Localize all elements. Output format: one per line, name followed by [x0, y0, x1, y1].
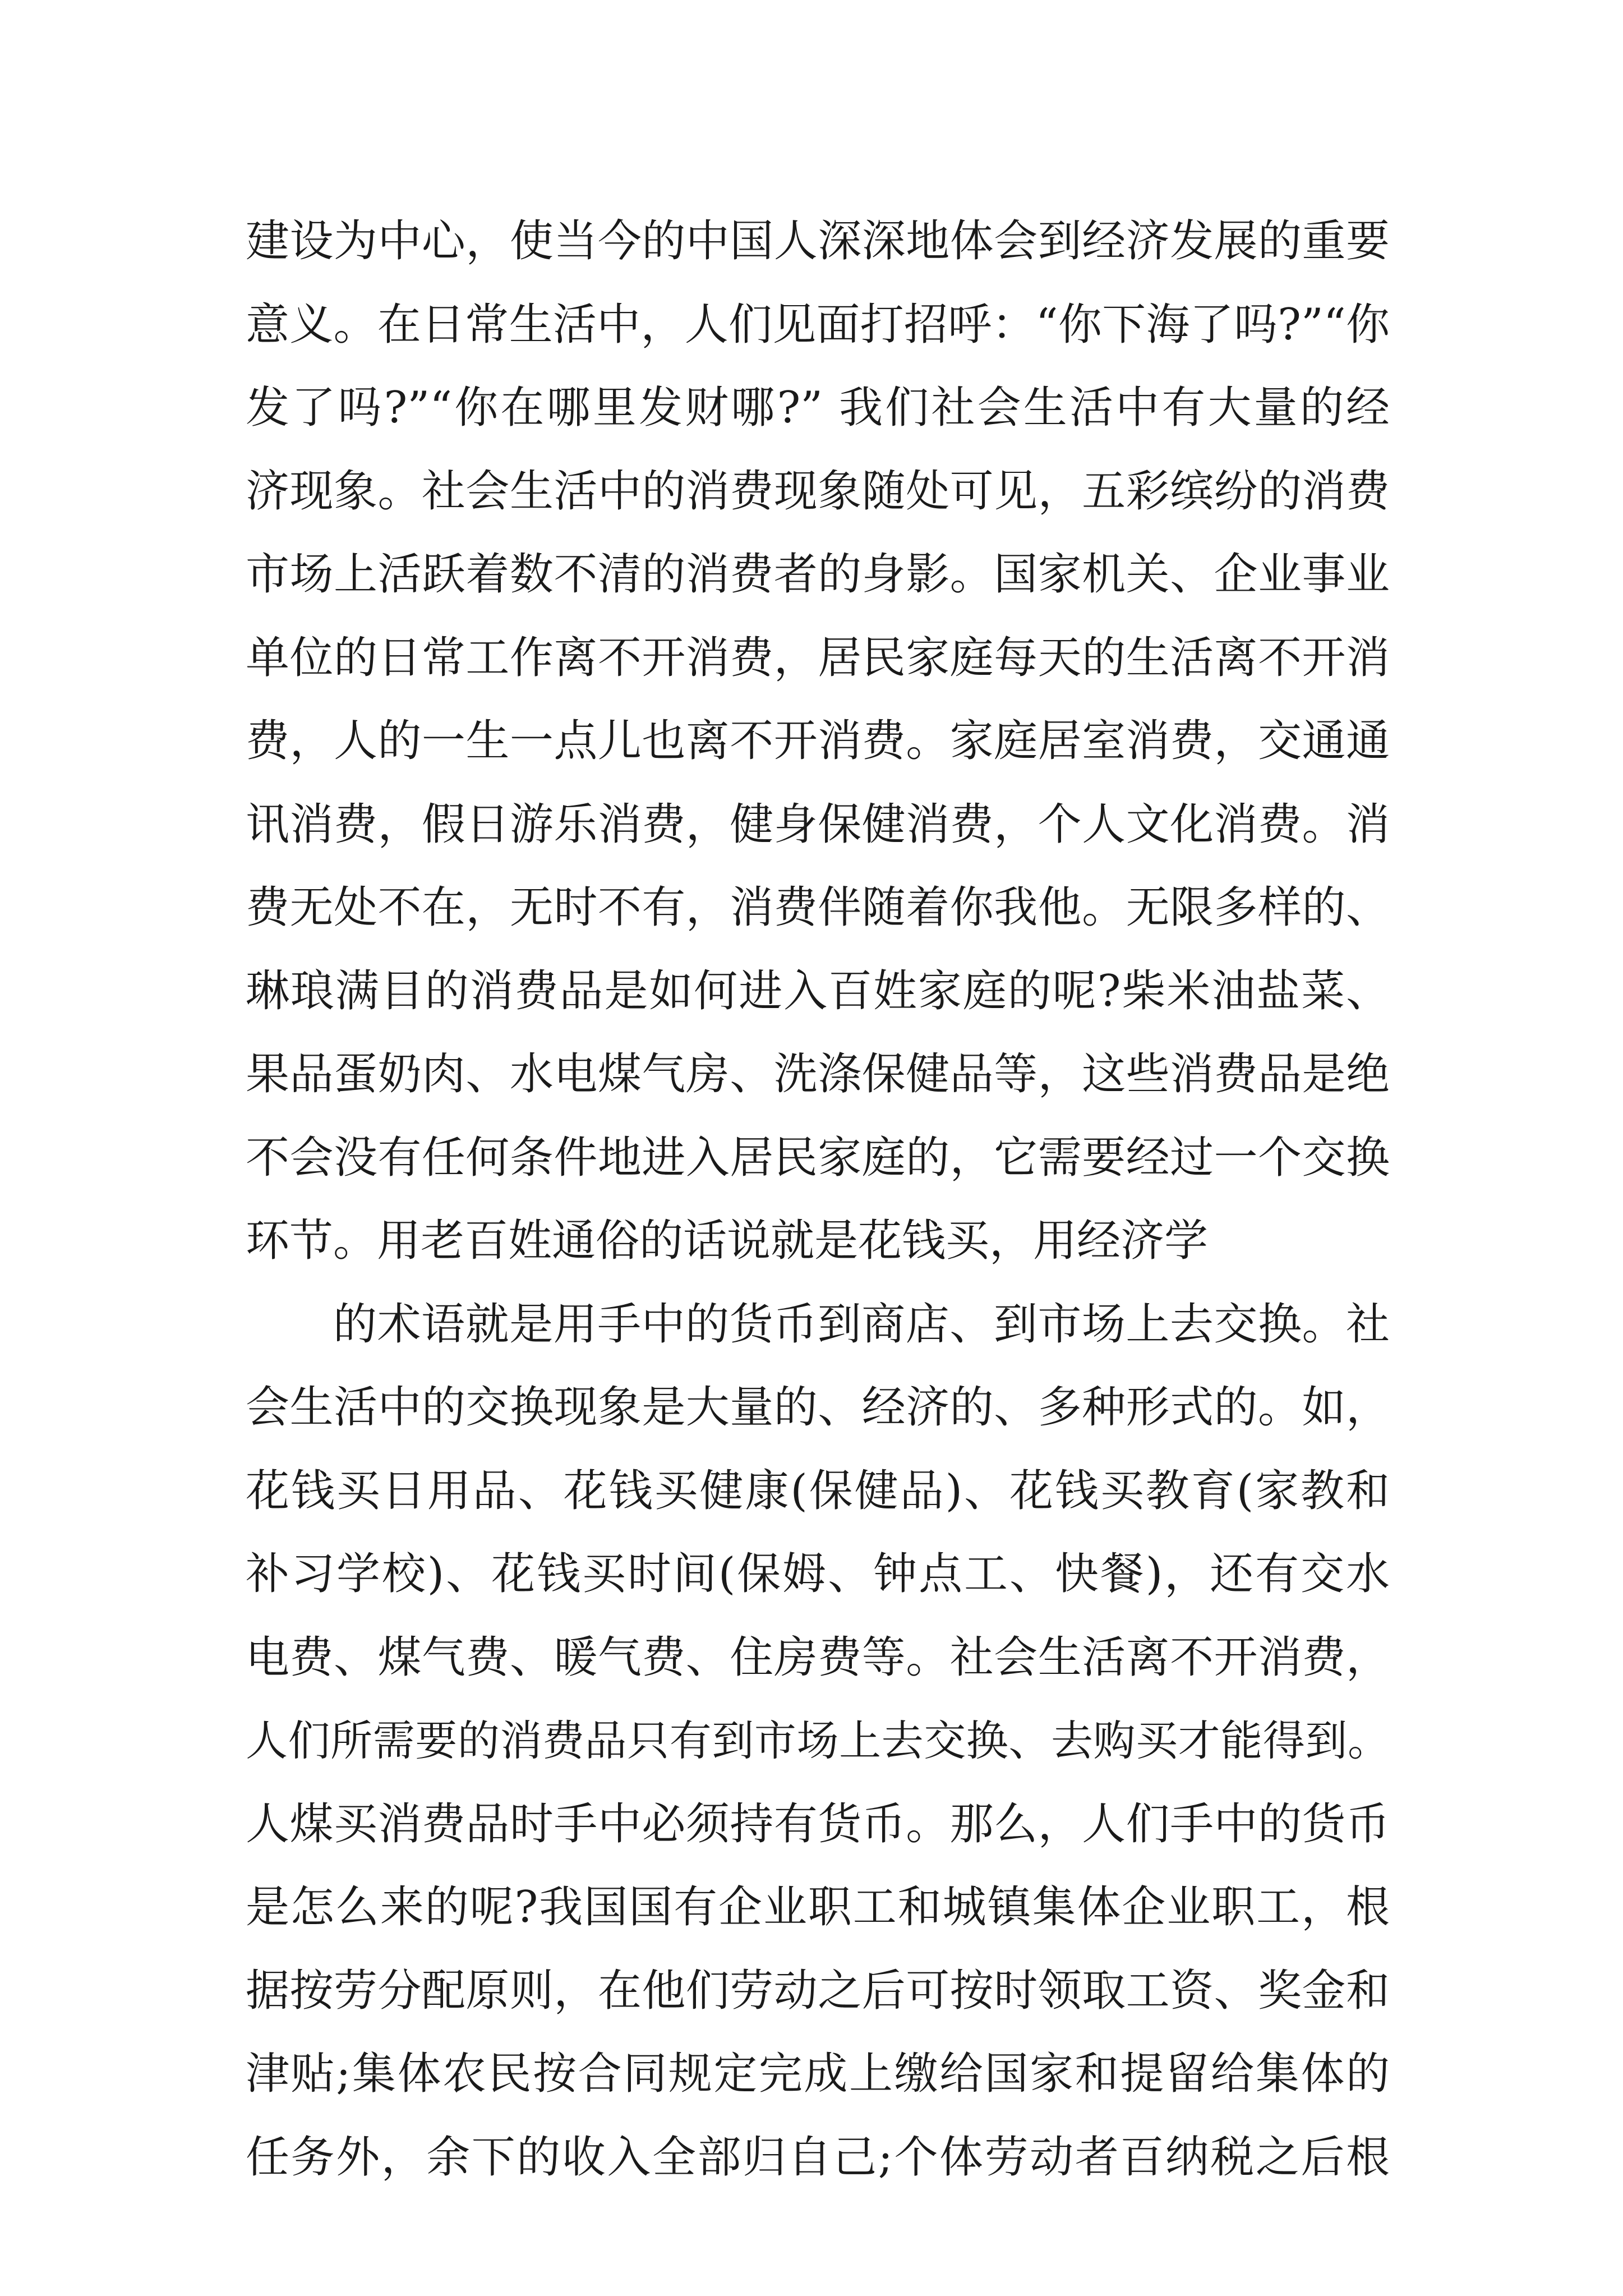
- text-line: 果品蛋奶肉、水电煤气房、洗涤保健品等，这些消费品是绝: [246, 1049, 1390, 1099]
- text-line: 人煤买消费品时手中必须持有货币。那么，人们手中的货币: [246, 1798, 1390, 1849]
- text-line: 任务外，余下的收入全部归自己;个体劳动者百纳税之后根: [246, 2132, 1390, 2183]
- text-line: 琳琅满目的消费品是如何进入百姓家庭的呢?柴米油盐菜、: [246, 965, 1390, 1016]
- text-line: 不会没有任何条件地进入居民家庭的，它需要经过一个交换: [246, 1132, 1390, 1183]
- text-line: 花钱买日用品、花钱买健康(保健品)、花钱买教育(家教和: [246, 1465, 1390, 1516]
- body-text: [246, 200, 1390, 2199]
- text-line: 市场上活跃着数不清的消费者的身影。国家机关、企业事业: [246, 549, 1390, 600]
- text-line: 据按劳分配原则，在他们劳动之后可按时领取工资、奖金和: [246, 1965, 1390, 2016]
- text-line: 人们所需要的消费品只有到市场上去交换、去购买才能得到。: [246, 1716, 1390, 1765]
- text-line: 的术语就是用手中的货币到商店、到市场上去交换。社: [333, 1299, 1390, 1350]
- text-line: 济现象。社会生活中的消费现象随处可见，五彩缤纷的消费: [246, 466, 1390, 517]
- text-line: 会生活中的交换现象是大量的、经济的、多种形式的。如，: [246, 1382, 1390, 1433]
- text-line: 发了吗?”“你在哪里发财哪?” 我们社会生活中有大量的经: [246, 383, 1390, 433]
- text-line: 单位的日常工作离不开消费，居民家庭每天的生活离不开消: [246, 632, 1390, 683]
- text-line: 津贴;集体农民按合同规定完成上缴给国家和提留给集体的: [246, 2049, 1390, 2099]
- text-line: 讯消费，假日游乐消费，健身保健消费，个人文化消费。消: [246, 799, 1390, 850]
- text-line: 意义。在日常生活中，人们见面打招呼：“你下海了吗?”“你: [246, 299, 1390, 350]
- text-line: 环节。用老百姓通俗的话说就是花钱买，用经济学: [246, 1216, 1209, 1266]
- text-line: 费无处不在，无时不有，消费伴随着你我他。无限多样的、: [246, 882, 1390, 933]
- text-line: 费，人的一生一点儿也离不开消费。家庭居室消费，交通通: [246, 716, 1390, 766]
- text-line: 建设为中心，使当今的中国人深深地体会到经济发展的重要: [246, 216, 1390, 266]
- text-line: 电费、煤气费、暖气费、住房费等。社会生活离不开消费，: [246, 1632, 1390, 1683]
- text-line: 补习学校)、花钱买时间(保姆、钟点工、快餐)，还有交水: [246, 1549, 1390, 1599]
- text-line: 是怎么来的呢?我国国有企业职工和城镇集体企业职工，根: [246, 1882, 1390, 1932]
